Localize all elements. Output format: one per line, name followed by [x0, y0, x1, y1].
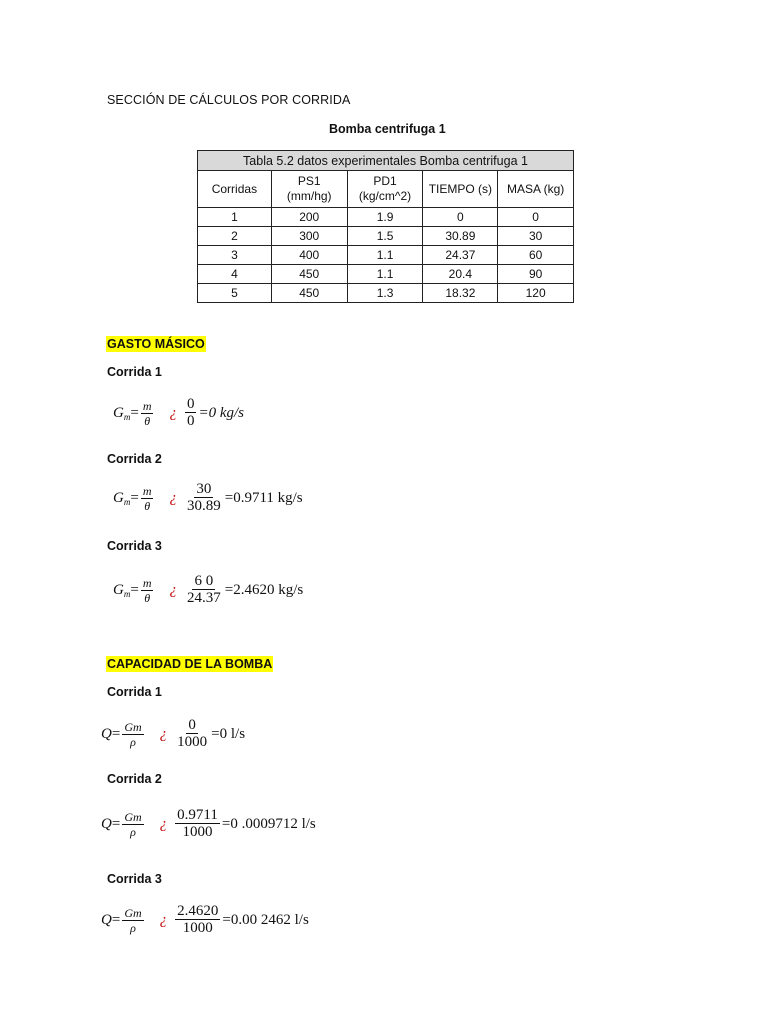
error-glyph: ¿ [159, 911, 168, 928]
capacidad-equation-3: Q = $\frac{Gm}{\rho}$ ¿ $\frac{2.4620}{1000}$ =0.00 2462 l/s [101, 903, 309, 936]
table-cell: 5 [198, 284, 272, 303]
table-row [198, 208, 574, 227]
table-cell: 0 [498, 208, 574, 227]
error-glyph: ¿ [169, 489, 177, 506]
table-cell: 400 [271, 246, 347, 265]
fraction: $\frac{0}{1000}$ [177, 717, 208, 750]
gasto-masico-heading: GASTO MÁSICO [107, 337, 205, 351]
table-row [198, 246, 574, 265]
fraction: $\frac{m}{\theta}$ [142, 483, 152, 513]
gasto-equation-2: G m = $\frac{m}{\theta}$ ¿ $\frac{30}{30.89}$ =0.9711 kg/s [113, 481, 303, 514]
fraction: $\frac{Gm}{\rho}$ [124, 905, 142, 935]
capacidad-corrida-2-label: Corrida 2 [107, 772, 162, 786]
fraction: $\frac{30}{30.89}$ [186, 481, 221, 514]
table-cell: 1.9 [347, 208, 423, 227]
result: =0.9711 kg/s [224, 489, 303, 506]
capacidad-equation-1: Q = $\frac{Gm}{\rho}$ ¿ $\frac{0}{1000}$ =0 l/s [101, 717, 246, 750]
gasto-equation-1: G m = $\frac{m}{\theta}$ ¿ $\frac{0}{0}$ =0 kg/s [113, 396, 245, 429]
error-glyph: ¿ [159, 815, 168, 832]
capacidad-corrida-1-label: Corrida 1 [107, 685, 162, 699]
table-cell: 1 [198, 208, 272, 227]
table-cell: 1.3 [347, 284, 423, 303]
table-cell: 18.32 [423, 284, 498, 303]
table-cell: 1.1 [347, 246, 423, 265]
gasto-corrida-3-label: Corrida 3 [107, 539, 162, 553]
table-cell: 30.89 [423, 227, 498, 246]
table-header-row [198, 171, 574, 208]
table-cell: 30 [498, 227, 574, 246]
table-title: Tabla 5.2 datos experimentales Bomba centrifuga 1 [198, 151, 574, 171]
col-header-pd1: PD1 (kg/cm^2) [347, 171, 423, 208]
table-row [198, 265, 574, 284]
result: =0 .0009712 l/s [221, 815, 316, 832]
fraction: $\frac{0.9711}{1000}$ [177, 807, 218, 840]
capacidad-equation-2: Q = $\frac{Gm}{\rho}$ ¿ $\frac{0.9711}{1000}$ =0 .0009712 l/s [101, 807, 316, 840]
fraction: $\frac{Gm}{\rho}$ [124, 809, 142, 839]
table-cell: 20.4 [423, 265, 498, 284]
fraction: $\frac{Gm}{\rho}$ [124, 719, 142, 749]
gasto-corrida-2-label: Corrida 2 [107, 452, 162, 466]
section-title: SECCIÓN DE CÁLCULOS POR CORRIDA [107, 93, 351, 107]
col-header-ps1: PS1 (mm/hg) [271, 171, 347, 208]
error-glyph: ¿ [169, 404, 177, 421]
result: =0 l/s [211, 725, 246, 742]
table-cell: 1.5 [347, 227, 423, 246]
fraction: $\frac{0}{0}$ [186, 396, 195, 429]
error-glyph: ¿ [169, 581, 177, 598]
table-caption: Bomba centrifuga 1 [329, 122, 446, 136]
result: =2.4620 kg/s [224, 581, 304, 598]
table-cell: 4 [198, 265, 272, 284]
result: =0 kg/s [198, 404, 245, 421]
col-header-tiempo: TIEMPO (s) [423, 171, 498, 208]
table-cell: 120 [498, 284, 574, 303]
fraction: $\frac{6 0}{24.37}$ [186, 573, 221, 606]
gasto-corrida-1-label: Corrida 1 [107, 365, 162, 379]
table-cell: 0 [423, 208, 498, 227]
table-cell: 450 [271, 284, 347, 303]
table-cell: 200 [271, 208, 347, 227]
experimental-data-table [197, 150, 574, 303]
gasto-equation-3: G m = $\frac{m}{\theta}$ ¿ $\frac{6 0}{24.37}$ =2.4620 kg/s [113, 573, 304, 606]
capacidad-corrida-3-label: Corrida 3 [107, 872, 162, 886]
col-header-masa: MASA (kg) [498, 171, 574, 208]
table-cell: 24.37 [423, 246, 498, 265]
table-row [198, 227, 574, 246]
table-row [198, 284, 574, 303]
result: =0.00 2462 l/s [222, 911, 309, 928]
table-cell: 300 [271, 227, 347, 246]
table-cell: 3 [198, 246, 272, 265]
table-cell: 90 [498, 265, 574, 284]
fraction: $\frac{m}{\theta}$ [142, 575, 152, 605]
table-cell: 450 [271, 265, 347, 284]
fraction: $\frac{2.4620}{1000}$ [177, 903, 219, 936]
table-cell: 2 [198, 227, 272, 246]
table-cell: 1.1 [347, 265, 423, 284]
table-cell: 60 [498, 246, 574, 265]
fraction: $\frac{m}{\theta}$ [142, 398, 152, 428]
capacidad-heading: CAPACIDAD DE LA BOMBA [107, 657, 273, 671]
error-glyph: ¿ [159, 725, 168, 742]
col-header-corridas: Corridas [198, 171, 272, 208]
